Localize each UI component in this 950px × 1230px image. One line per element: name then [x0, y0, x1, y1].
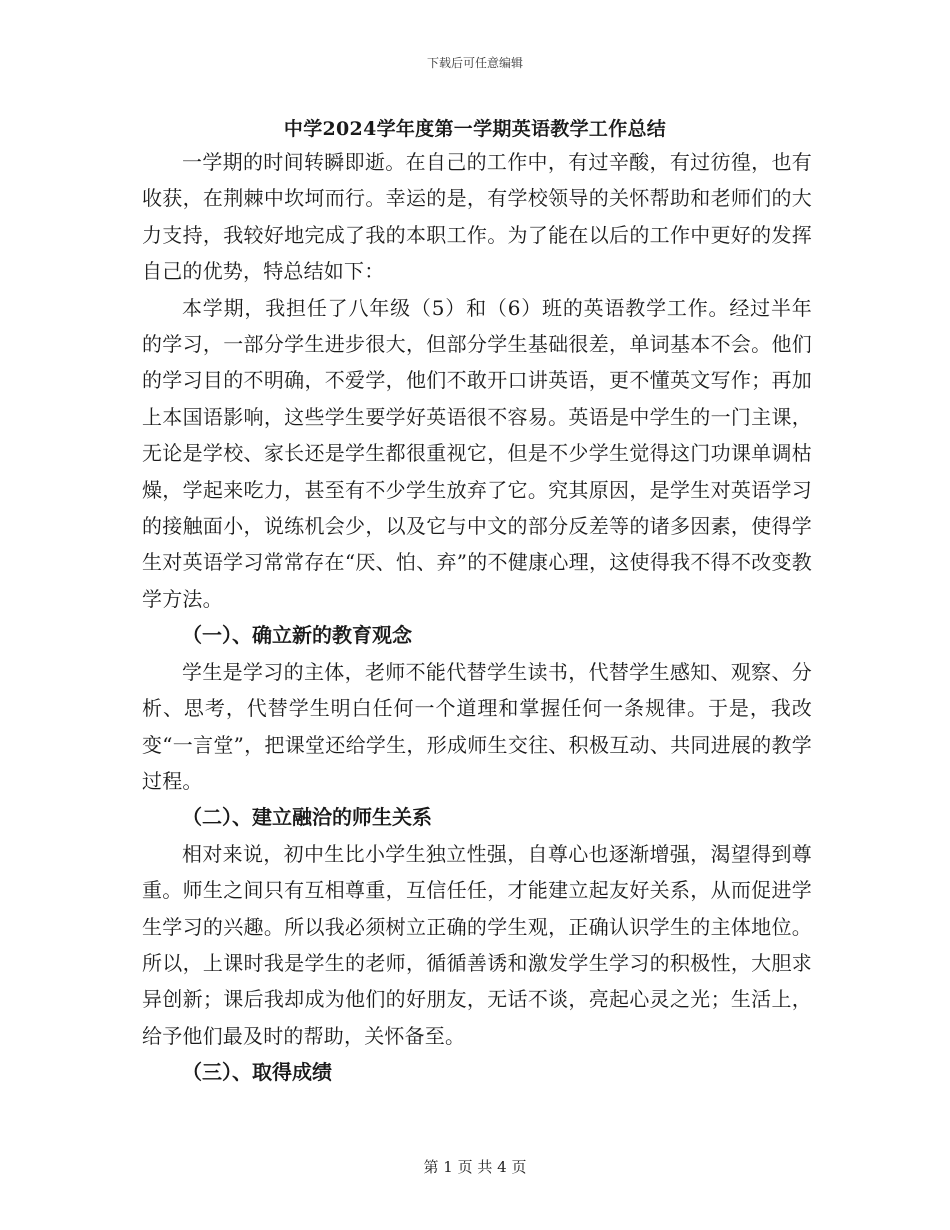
- section-heading-2: （二）、建立融洽的师生关系: [182, 805, 432, 830]
- header-note: 下载后可任意编辑: [426, 56, 523, 70]
- section-text-1: 学生是学习的主体，老师不能代替学生读书，代替学生感知、观察、分析、思考，代替学生明白任何一个道理和掌握任何一条规律。于是，我改变“一言堂”，把课堂还给学生，形成师生交往、积极互动、共同进展的教学过程。: [142, 659, 812, 793]
- page-number: 第 1 页 共 4 页: [423, 1158, 527, 1176]
- situation-paragraph: 本学期，我担任了八年级（5）和（6）班的英语教学工作。经过半年的学习，一部分学生进步很大，但部分学生基础很差，单词基本不会。他们的学习目的不明确，不爱学，他们不敢开口讲英语，更不懂英文写作；再加上本国语影响，这些学生要学好英语很不容易。英语是中学生的一门主课，无论是学校、家长还是学生都很重视它，但是不少学生觉得这门功课单调枯燥，学起来吃力，甚至有不少学生放弃了它。究其原因，是学生对英语学习的接触面小，说练机会少，以及它与中文的部分反差等的诸多因素，使得学生对英语学习常常存在“厌、怕、弃”的不健康心理，这使得我不得不改变教学方法。: [142, 295, 812, 611]
- section-text-2: 相对来说，初中生比小学生独立性强，自尊心也逐渐增强，渴望得到尊重。师生之间只有互相尊重，互信任任，才能建立起友好关系，从而促进学生学习的兴趣。所以我必须树立正确的学生观，正确认识学生的主体地位。所以，上课时我是学生的老师，循循善诱和激发学生学习的积极性，大胆求异创新；课后我却成为他们的好朋友，无话不谈，亮起心灵之光；生活上，给予他们最及时的帮助，关怀备至。: [142, 841, 812, 1048]
- document-body: [142, 144, 812, 1091]
- section-heading-1: （一）、确立新的教育观念: [182, 623, 412, 648]
- intro-paragraph: 一学期的时间转瞬即逝。在自己的工作中，有过辛酸，有过彷徨，也有收获，在荆棘中坎坷而行。幸运的是，有学校领导的关怀帮助和老师们的大力支持，我较好地完成了我的本职工作。为了能在以后的工作中更好的发挥自己的优势，特总结如下：: [142, 150, 812, 284]
- document-title: 中学2024学年度第一学期英语教学工作总结: [283, 118, 667, 140]
- section-heading-3: （三）、取得成绩: [182, 1060, 332, 1085]
